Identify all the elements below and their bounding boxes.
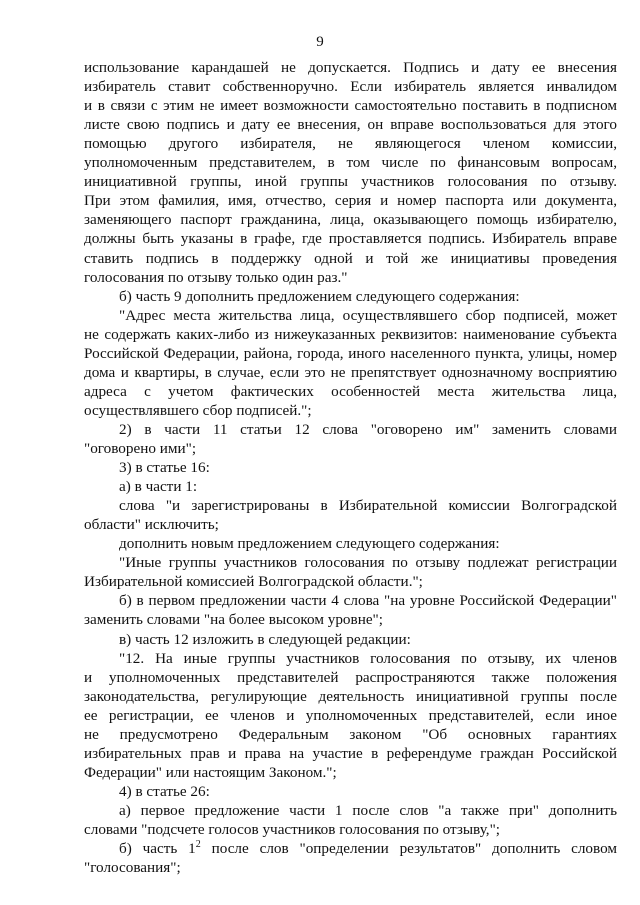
text-line: словами "подсчете голосов участников голосования по отзыву,";	[84, 821, 500, 838]
text-line: и уполномоченных представителей распространяются также положения	[84, 668, 617, 686]
text-line: и в связи с этим не имеет возможности самостоятельно поставить в подписном	[84, 97, 617, 115]
text-line: а) первое предложение части 1 после слов "а также при" дополнить	[119, 801, 617, 819]
text-line: слова "и зарегистрированы в Избирательной комиссии Волгоградской	[119, 497, 617, 515]
text-line: а) в части 1:	[119, 478, 198, 496]
text-line: заменить словами "на более высоком уровне";	[84, 611, 383, 629]
text-line: 4) в статье 26:	[119, 782, 210, 800]
text-line: инициативной группы, иной группы участников голосования по отзыву.	[84, 173, 617, 191]
superscript: 2	[195, 839, 201, 851]
text-line: Федерации" или настоящим Законом.";	[84, 763, 337, 781]
text-line: заменяющего паспорт гражданина, лица, оказывающего помощь избирателю,	[84, 211, 617, 229]
text-line: использование карандашей не допускается. Подпись и дату ее внесения	[84, 59, 617, 76]
text-line: дополнить новым предложением следующего содержания:	[119, 535, 500, 553]
text-line: осуществлявшего сбор подписей.";	[84, 401, 312, 419]
text-line: не содержать каких-либо из нижеуказанных реквизитов: наименование субъекта	[84, 325, 617, 343]
text-line: "оговорено ими";	[84, 440, 197, 457]
text-line: избирательных прав и права на участие в референдуме граждан Российской	[84, 744, 617, 762]
text-line: не предусмотрено Федеральным законом "Об основных гарантиях	[84, 725, 617, 743]
text-line: "Адрес места жительства лица, осуществлявшего сбор подписей, может	[119, 306, 617, 324]
text-line: избиратель ставит собственноручно. Если избиратель является инвалидом	[84, 78, 617, 96]
text-line: б) часть 9 дополнить предложением следующего содержания:	[119, 287, 520, 305]
text-line: "голосования";	[84, 859, 181, 877]
text-line: Избирательной комиссией Волгоградской области.";	[84, 573, 423, 591]
text-line: голосования по отзыву только один раз."	[84, 268, 348, 286]
text-line: законодательства, регулирующие деятельность инициативной группы после	[84, 687, 617, 705]
text-line: 2) в части 11 статьи 12 слова "оговорено им" заменить словами	[119, 420, 617, 438]
text-line-superscript	[119, 839, 617, 858]
text-line: уполномоченным представителем, в том числе по финансовым вопросам,	[84, 154, 617, 172]
page-number: 9	[316, 34, 324, 50]
text-line: в) часть 12 изложить в следующей редакции:	[119, 630, 411, 648]
text-line: ее регистрации, ее членов и уполномоченных представителей, если иное	[84, 706, 617, 724]
text-line: области" исключить;	[84, 516, 219, 534]
text-fragment: б) часть 1	[119, 840, 196, 858]
text-line: помощью другого избирателя, не являющегося членом комиссии,	[84, 135, 617, 153]
text-line: 3) в статье 16:	[119, 459, 210, 477]
text-line: "12. На иные группы участников голосования по отзыву, их членов	[119, 649, 617, 667]
text-line: "Иные группы участников голосования по отзыву подлежат регистрации	[119, 554, 617, 572]
text-line: ставить подпись в поддержку одной и той же инициативы проведения	[84, 249, 617, 267]
text-fragment: после слов "определении результатов" дополнить словом	[200, 840, 618, 858]
text-line: дома и квартиры, в случае, если это не препятствует однозначному восприятию	[84, 363, 617, 381]
text-line: листе свою подпись и дату ее внесения, он вправе воспользоваться для этого	[84, 116, 617, 134]
text-line: При этом фамилия, имя, отчество, серия и номер паспорта или документа,	[84, 192, 617, 210]
text-line: б) в первом предложении части 4 слова "на уровне Российской Федерации"	[119, 592, 617, 610]
text-line: Российской Федерации, района, города, иного населенного пункта, улицы, номер	[84, 344, 617, 362]
text-line: адреса с учетом фактических особенностей места жительства лица,	[84, 382, 617, 400]
text-line: должны быть указаны в графе, где проставляется подпись. Избиратель вправе	[84, 230, 617, 248]
